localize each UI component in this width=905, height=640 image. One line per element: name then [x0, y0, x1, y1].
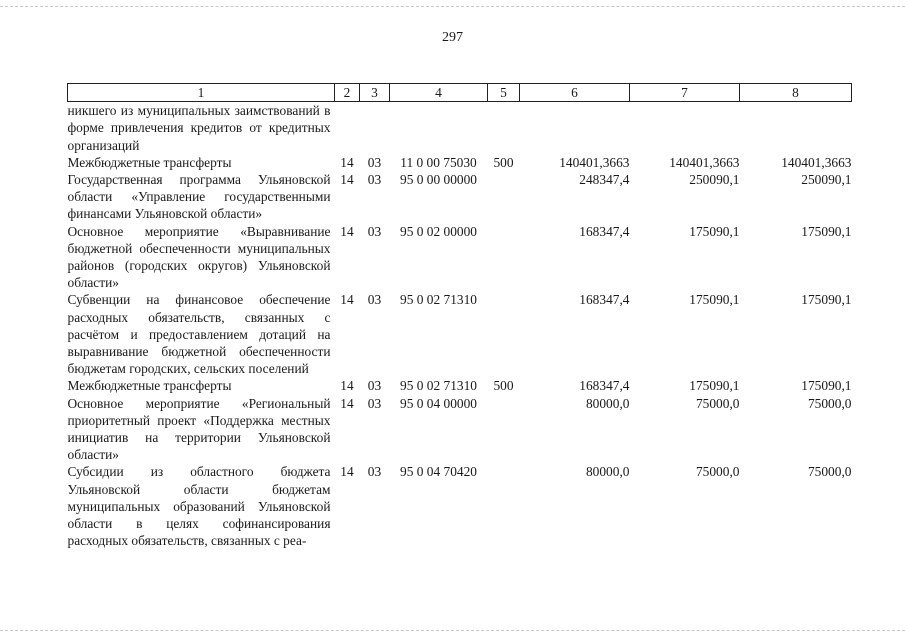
row-amount-col6: 140401,3663 — [559, 154, 630, 170]
row-subsection: 03 — [367, 172, 382, 188]
header-col-4: 4 — [390, 84, 488, 102]
row-amount-col7: 75000,0 — [695, 464, 740, 480]
row-target-article: 11 0 00 75030 — [400, 154, 477, 170]
row-target-article: 95 0 02 71310 — [400, 378, 477, 394]
row-subsection: 03 — [367, 378, 382, 394]
row-amount-col8: 175090,1 — [801, 223, 852, 239]
row-amount-col6: 168347,4 — [579, 223, 630, 239]
table-row — [68, 377, 852, 394]
row-amount-col7 — [630, 102, 740, 154]
row-subsection: 03 — [367, 223, 382, 239]
row-expense-type — [488, 395, 520, 464]
page-number: 297 — [442, 30, 463, 45]
table-row — [68, 291, 852, 377]
row-expense-type — [488, 102, 520, 154]
row-subsection: 03 — [367, 292, 382, 308]
table-row — [68, 171, 852, 223]
row-amount-col7: 175090,1 — [689, 292, 740, 308]
row-amount-col6: 248347,4 — [579, 172, 630, 188]
row-section: 14 — [340, 172, 354, 188]
row-name: Субвенции на финансовое обеспечение расходных обязательств, связанных с расчётом и предоставлением дотаций на выравнивание бюджетной обеспеченности бюджетам городских, сельских поселений — [67, 292, 331, 377]
row-amount-col6: 168347,4 — [579, 292, 630, 308]
header-col-1: 1 — [68, 84, 335, 102]
row-amount-col7: 140401,3663 — [669, 154, 740, 170]
row-expense-type — [488, 171, 520, 223]
row-subsection: 03 — [367, 154, 382, 170]
budget-table — [67, 83, 852, 549]
row-name: Межбюджетные трансферты — [67, 154, 232, 170]
row-target-article: 95 0 00 00000 — [400, 172, 477, 188]
header-col-2: 2 — [335, 84, 360, 102]
row-section: 14 — [340, 292, 354, 308]
row-amount-col8: 75000,0 — [807, 395, 852, 411]
row-amount-col8 — [740, 102, 852, 154]
scan-bottom-edge — [0, 630, 905, 631]
header-col-7: 7 — [630, 84, 740, 102]
row-target-article: 95 0 02 00000 — [400, 223, 477, 239]
header-col-3: 3 — [360, 84, 390, 102]
row-expense-type — [488, 291, 520, 377]
row-name: никшего из муниципальных заимствований в форме привлечения кредитов от кредитных организаций — [67, 103, 331, 153]
header-col-5: 5 — [488, 84, 520, 102]
row-target-article: 95 0 02 71310 — [400, 292, 477, 308]
row-amount-col6: 80000,0 — [585, 395, 630, 411]
row-amount-col7: 175090,1 — [689, 223, 740, 239]
row-amount-col8: 175090,1 — [801, 378, 852, 394]
row-name: Межбюджетные трансферты — [67, 378, 232, 394]
row-subsection: 03 — [367, 464, 382, 480]
header-row — [68, 84, 852, 102]
row-amount-col7: 75000,0 — [695, 395, 740, 411]
row-amount-col8: 140401,3663 — [781, 154, 852, 170]
row-amount-col6 — [520, 102, 630, 154]
table-row — [68, 395, 852, 464]
row-expense-type: 500 — [493, 154, 514, 170]
row-target-article — [390, 102, 488, 154]
row-name: Основное мероприятие «Выравнивание бюджетной обеспеченности муниципальных районов (городских округов) Ульяновской области» — [67, 223, 331, 291]
row-subsection: 03 — [367, 395, 382, 411]
row-expense-type — [488, 463, 520, 549]
table-row — [68, 223, 852, 292]
row-expense-type — [488, 223, 520, 292]
scan-top-edge — [0, 6, 905, 7]
row-amount-col6: 80000,0 — [585, 464, 630, 480]
table-row — [68, 102, 852, 154]
row-subsection — [360, 102, 390, 154]
row-section: 14 — [340, 464, 354, 480]
row-name: Субсидии из областного бюджета Ульяновской области бюджетам муниципальных образований Ульяновской области в целях софинансирования расходных обязательств, связанных с реа- — [67, 464, 331, 549]
row-section: 14 — [340, 395, 354, 411]
row-amount-col8: 250090,1 — [801, 172, 852, 188]
row-amount-col7: 250090,1 — [689, 172, 740, 188]
row-section: 14 — [340, 154, 354, 170]
row-target-article: 95 0 04 70420 — [400, 464, 477, 480]
row-section: 14 — [340, 378, 354, 394]
row-amount-col8: 175090,1 — [801, 292, 852, 308]
row-section — [335, 102, 360, 154]
table-row — [68, 154, 852, 171]
row-amount-col8: 75000,0 — [807, 464, 852, 480]
header-col-6: 6 — [520, 84, 630, 102]
row-name: Основное мероприятие «Региональный приоритетный проект «Поддержка местных инициатив на территории Ульяновской области» — [67, 395, 331, 463]
row-amount-col6: 168347,4 — [579, 378, 630, 394]
row-section: 14 — [340, 223, 354, 239]
header-col-8: 8 — [740, 84, 852, 102]
table-row — [68, 463, 852, 549]
row-expense-type: 500 — [493, 378, 514, 394]
row-name: Государственная программа Ульяновской области «Управление государственными финансами Ульяновской области» — [67, 172, 331, 222]
row-target-article: 95 0 04 00000 — [400, 395, 477, 411]
row-amount-col7: 175090,1 — [689, 378, 740, 394]
